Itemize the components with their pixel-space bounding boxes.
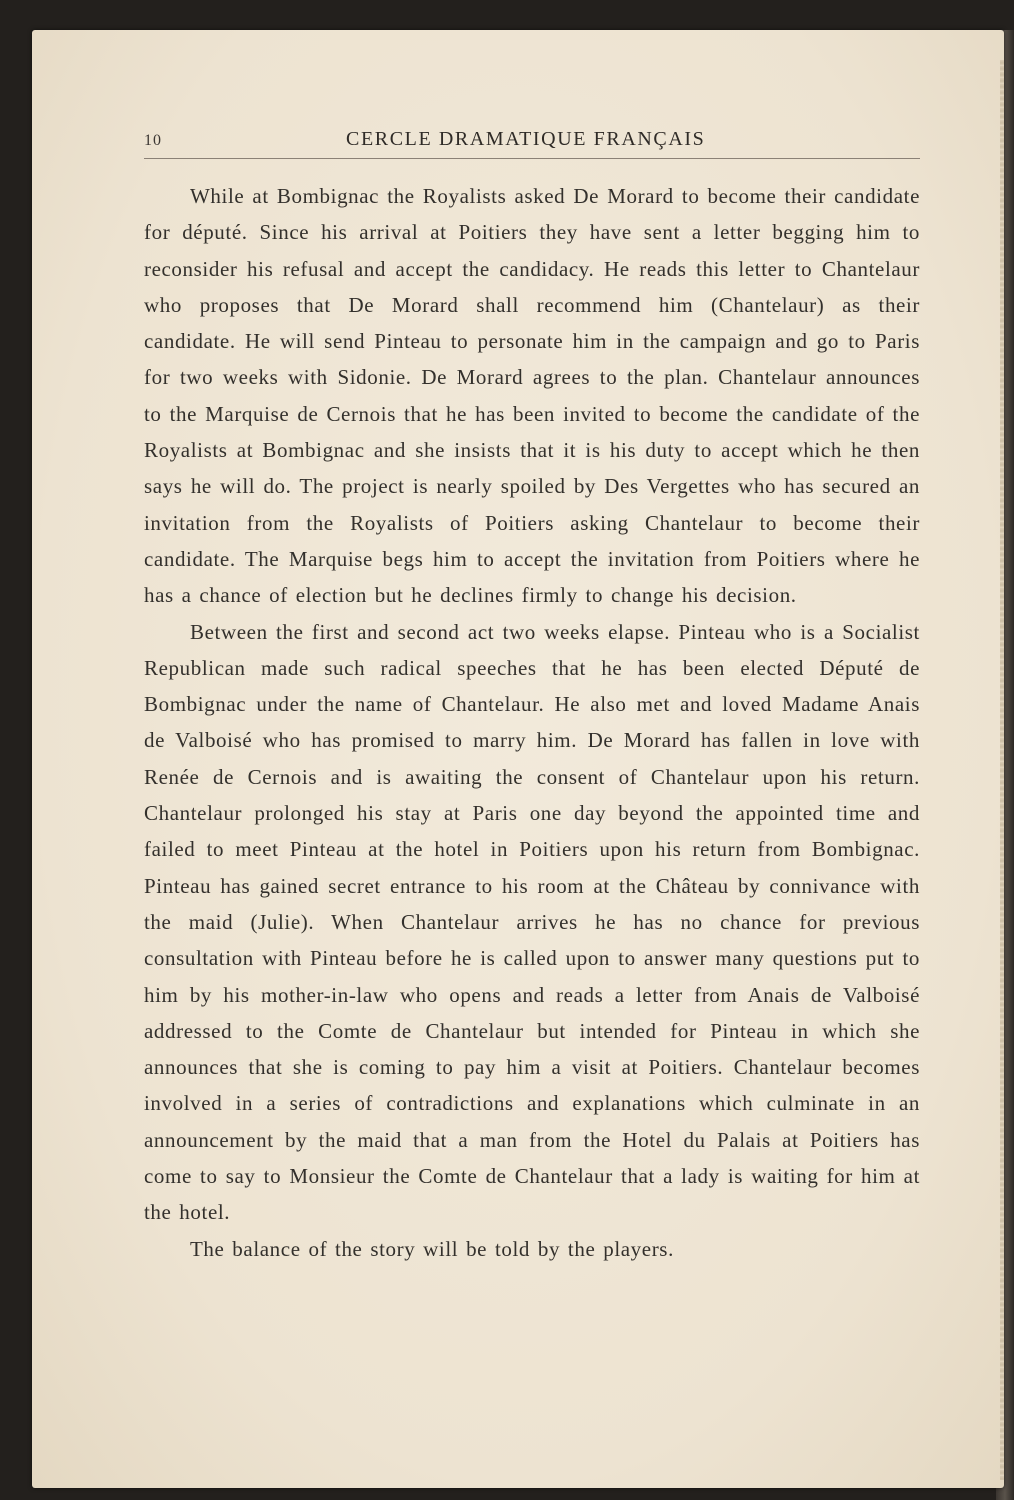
page-number: 10 <box>144 132 162 149</box>
page-edge-shadow <box>1000 60 1004 1480</box>
body-text <box>144 178 920 1267</box>
running-header <box>144 128 920 159</box>
paragraph-synopsis-act-two: Between the first and second act two weeks elapse. Pinteau who is a Socialist Republican made such radical speeches that he has been elected Député de Bombignac under the name of Chantelaur. He also met and loved Madame Anais de Valboisé who has promised to marry him. De Morard has fallen in love with Renée de Cernois and is awaiting the consent of Chantelaur upon his return. Chantelaur prolonged his stay at Paris one day beyond the appointed time and failed to meet Pinteau at the hotel in Poitiers upon his return from Bombignac. Pinteau has gained secret entrance to his room at the Château by connivance with the maid (Julie). When Chantelaur arrives he has no chance for previous consultation with Pinteau before he is called upon to answer many questions put to him by his mother-in-law who opens and reads a letter from Anais de Valboisé addressed to the Comte de Chantelaur but intended for Pinteau in which she announces that she is coming to pay him a visit at Poitiers. Chantelaur becomes involved in a series of contradictions and explanations which culminate in an announcement by the maid that a man from the Hotel du Palais at Poitiers has come to say to Monsieur the Comte de Chantelaur that a lady is waiting for him at the hotel. <box>144 619 920 1225</box>
paragraph-synopsis-act-one: While at Bombignac the Royalists asked De Morard to become their candidate for député. Since his arrival at Poitiers they have sent a letter begging him to reconsider his refusal and accept the candidacy. He reads this letter to Chantelaur who proposes that De Morard shall recommend him (Chantelaur) as their candidate. He will send Pinteau to personate him in the campaign and go to Paris for two weeks with Sidonie. De Morard agrees to the plan. Chantelaur announces to the Marquise de Cernois that he has been invited to become the candidate of the Royalists at Bombignac and she insists that it is his duty to accept which he then says he will do. The project is nearly spoiled by Des Vergettes who has secured an invitation from the Royalists of Poitiers asking Chantelaur to become their candidate. The Marquise begs him to accept the invitation from Poitiers where he has a chance of election but he declines firmly to change his decision. <box>144 184 920 608</box>
header-title: CERCLE DRAMATIQUE FRANÇAIS <box>346 128 706 150</box>
paragraph-closing-line: The balance of the story will be told by the players. <box>190 1236 674 1261</box>
